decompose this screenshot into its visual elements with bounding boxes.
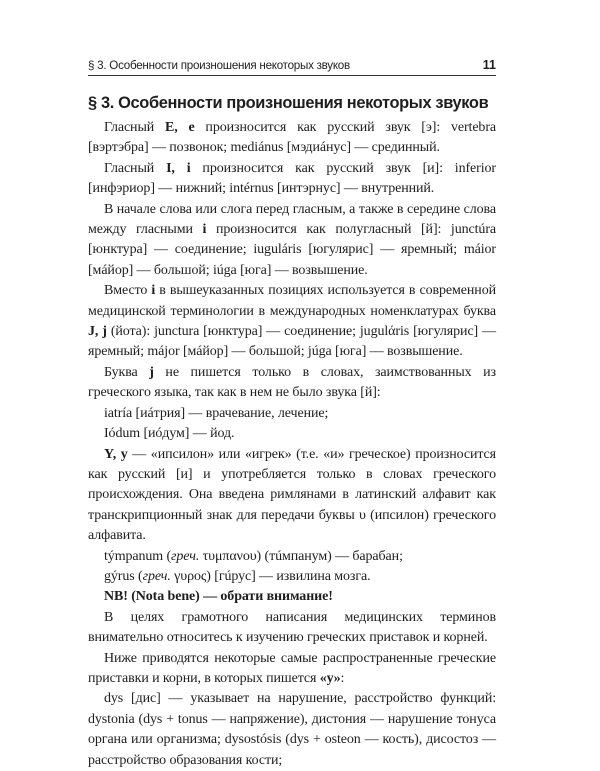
paragraph <box>88 587 496 607</box>
paragraph <box>88 281 496 363</box>
text-segment: i <box>202 222 207 238</box>
text-segment: gýrus ( <box>104 568 143 584</box>
text-segment: Буква <box>104 364 150 380</box>
paragraph <box>88 404 496 424</box>
text-segment: Iódum [иóдум] — йод. <box>104 426 235 442</box>
text-segment: NB! (Nota bene) — обрати внимание! <box>104 589 333 605</box>
text-segment: I, i <box>166 160 191 176</box>
paragraph <box>88 159 496 200</box>
text-segment: J, j <box>88 324 107 340</box>
text-segment: греч. <box>171 548 200 564</box>
text-segment: τυμπανου) (тúмпанум) — барабан; <box>199 548 403 564</box>
paragraph <box>88 608 496 649</box>
text-segment: : <box>340 670 345 686</box>
text-segment: E, e <box>165 120 195 135</box>
text-segment: произносится как полугласный [й]: junctúra [юнктура] — соединение; iuguláris [югулярис] — яремный; máior [мáйор] — большой; iúga [юга] — возвышение. <box>88 222 496 278</box>
paragraph <box>88 649 496 690</box>
text-segment: γυρος) [гúрус] — извилина мозга. <box>170 568 371 584</box>
text-segment: Ниже приводятся некоторые самые распространенные греческие приставки и корни, в которых пишется <box>88 650 496 686</box>
running-title: § 3. Особенности произношения некоторых звуков <box>88 59 350 72</box>
text-segment: произносится как русский звук [э]: vertebra [вэртэбра] — позвонок; mediánus [мэдиáнус] — срединный. <box>88 120 497 156</box>
book-page <box>88 58 496 771</box>
text-segment: Y, y <box>104 446 128 462</box>
text-segment: týmpanum ( <box>104 548 172 564</box>
text-segment: Вместо <box>104 283 152 299</box>
text-segment: iatría [иáтрия] — врачевание, лечение; <box>104 405 329 421</box>
text-segment: греч. <box>142 568 171 584</box>
paragraph <box>88 200 496 282</box>
text-segment: — «ипсилон» или «игрек» (т.е. «и» греческое) произносится как русский [и] и употребляется только в словах греческого происхождения. Она введена римлянами в латинский алфавит как транскрипционный знак для передачи буквы υ (ипсилон) греческого алфавита. <box>88 446 496 544</box>
text-segment: «y» <box>319 670 341 686</box>
text-segment: i <box>151 283 156 299</box>
paragraph <box>88 445 496 547</box>
text-segment: произносится как русский звук [и]: inferior [инфэриор] — нижний; intérnus [интэрнус] — внутренний. <box>88 160 496 197</box>
body-text <box>88 118 496 771</box>
section-title: § 3. Особенности произношения некоторых звуков <box>88 94 489 112</box>
text-segment: j <box>149 364 154 380</box>
running-header <box>88 58 496 76</box>
text-segment: Гласный <box>104 120 165 135</box>
paragraph <box>88 424 496 444</box>
text-segment: В целях грамотного написания медицинских терминов внимательно относитесь к изучению греческих приставок и корней. <box>88 609 496 646</box>
text-segment: не пишется только в словах, заимствованных из греческого языка, так как в нем не было звука [й]: <box>88 364 496 401</box>
text-segment: (йота): junctura [юнктура] — соединение; jugulάris [югулярис] — яремный; májor [мáйор] — большой; júga [юга] — возвышение. <box>88 324 496 360</box>
paragraph <box>88 547 496 567</box>
text-segment: В начале слова или слога перед гласным, а также в середине слова между гласными <box>88 201 496 238</box>
paragraph <box>88 363 496 404</box>
paragraph <box>88 567 496 587</box>
paragraph <box>88 689 496 771</box>
page-number: 11 <box>482 58 496 72</box>
paragraph <box>88 118 496 159</box>
text-segment: Гласный <box>104 160 167 176</box>
text-segment: dys [дис] — указывает на нарушение, расстройство функций: dystonia (dys + tonus — напряжение), дистония — нарушение тонуса органа или организма; dysostósis (dys + osteon — кость), дисостоз — расстройство образования кости; <box>88 691 496 768</box>
text-segment: в вышеуказанных позициях используется в современной медицинской терминологии в международных номенклатурах буква <box>88 283 496 319</box>
